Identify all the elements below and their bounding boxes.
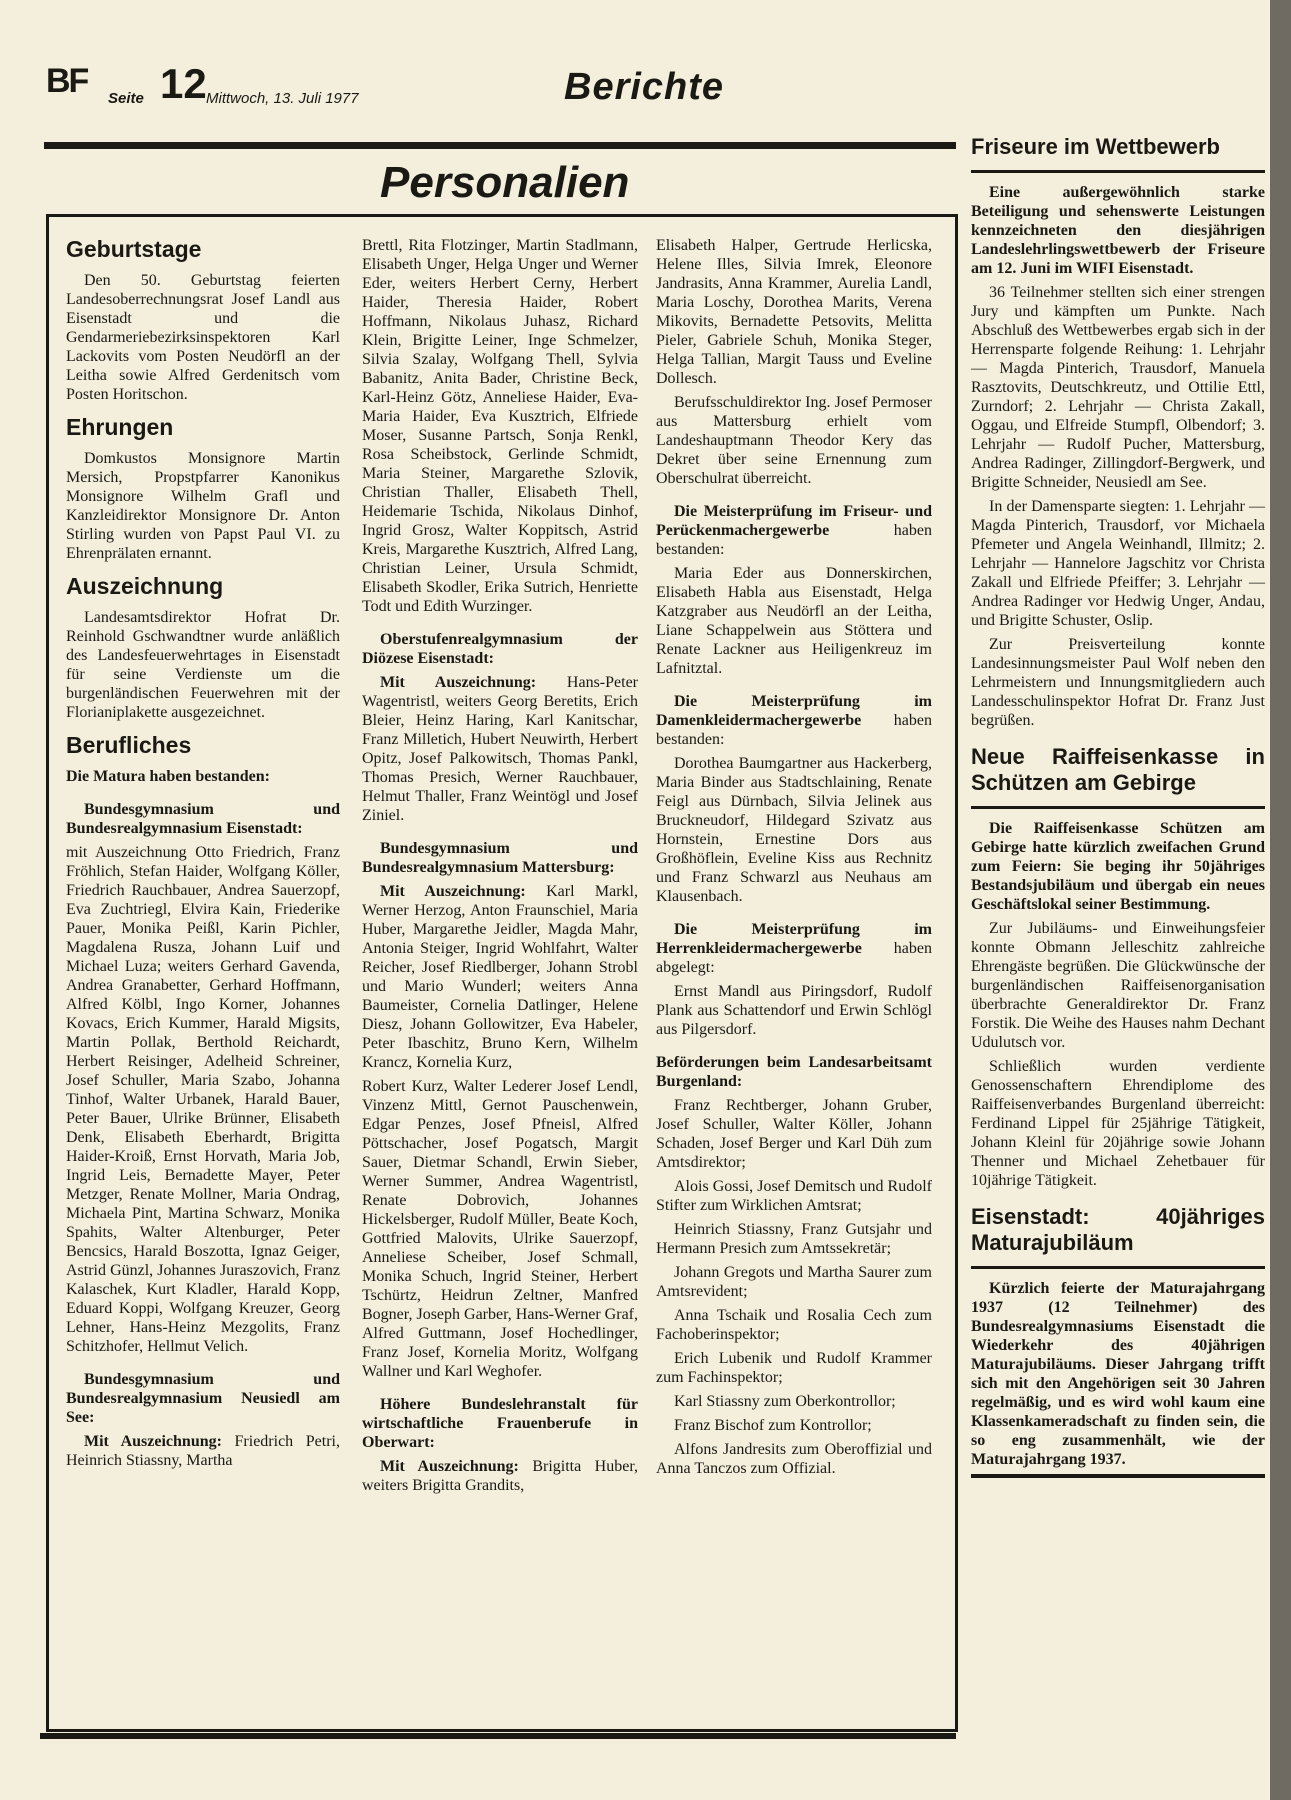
issue-date: Mittwoch, 13. Juli 1977	[206, 90, 359, 107]
page-header	[38, 60, 1268, 120]
page-label: Seite	[108, 90, 144, 107]
herren-exam-heading: Die Meisterprüfung im Herrenkleidermachergewerbe	[656, 921, 932, 957]
heading-geburtstage: Geburtstage	[66, 236, 202, 262]
matura-intro: Die Matura haben bestanden:	[66, 768, 271, 785]
page-number: 12	[160, 60, 207, 107]
promotion-item: Franz Bischof zum Kontrollor;	[674, 1417, 872, 1434]
raiffeisen-lead: Die Raiffeisenkasse Schützen am Gebirge hatte kürzlich zweifachen Grund zum Feiern: Sie beging ihr 50jähriges Bestandsjubiläum und übergab ein neues Geschäftslokal seiner Bestimmung.	[971, 820, 1265, 913]
newspaper-logo: BF	[46, 62, 88, 100]
raiffeisen-title: Neue Raiffeisenkasse in Schützen am Gebirge	[971, 744, 1265, 795]
school-eisenstadt-heading: Bundesgymnasium und Bundesrealgymnasium Eisenstadt:	[66, 801, 340, 837]
column-3	[656, 236, 932, 1483]
damen-exam-heading: Die Meisterprüfung im Damenkleidermachergewerbe	[656, 693, 932, 729]
matura-lead: Kürzlich feierte der Maturajahrgang 1937 (12 Teilnehmer) des Bundesrealgymnasiums Eisenstadt die Wiederkehr des 40jährigen Maturajubiläums. Dieser Jahrgang trifft sich mit den Angehörigen seit 30 Jahren regelmäßig, und es wird wohl kaum eine Klassenkameradschaft zu finden sein, die so eng zusammenhält, wie der Maturajahrgang 1937.	[971, 1280, 1265, 1468]
paragraph-ehrungen: Domkustos Monsignore Martin Mersich, Propstpfarrer Kanonikus Monsignore Wilhelm Grafl und Kanzleidirektor Monsignore Dr. Anton Stirling wurden von Papst Paul VI. zu Ehrenprälaten ernannt.	[66, 450, 340, 562]
promotion-item: Heinrich Stiassny, Franz Gutsjahr und Hermann Presich zum Amtssekretär;	[656, 1221, 932, 1257]
raiffeisen-paragraph: Zur Jubiläums- und Einweihungsfeier konnte Obmann Jelleschitz zahlreiche Ehrengäste begrüßen. Die Glückwünsche der burgenländischen Raiffeisenorganisation überbrachte Generaldirektor Dr. Franz Forstik. Die Weihe des Hauses nahm Dechant Udulutsch vor.	[971, 920, 1265, 1051]
honors-label: Mit Auszeichnung:	[84, 1433, 222, 1450]
honors-names: Hans-Peter Wagentristl, weiters Georg Beretits, Erich Bleier, Heinz Haring, Karl Kanitschar, Franz Milletich, Hubert Neuwirth, Herbert Opitz, Josef Palkowitsch, Thomas Pankl, Thomas Presich, Werner Rauchbauer, Helmut Thaller, Franz Weintögl und Josef Ziniel.	[362, 674, 638, 824]
heading-auszeichnung: Auszeichnung	[66, 573, 224, 599]
herren-exam	[656, 920, 932, 977]
column-1	[66, 234, 340, 1475]
bottom-rule	[40, 1733, 956, 1739]
friseur-exam-names: Maria Eder aus Donnerskirchen, Elisabeth Habla aus Eisenstadt, Helga Katzgraber aus Neudörfl an der Leitha, Liane Schappelwein aus Stöttera und Renate Lackner aus Heiligenkreuz im Lafnitztal.	[656, 565, 932, 677]
school-mattersburg-names	[362, 882, 638, 1072]
friseure-paragraph: In der Damensparte siegten: 1. Lehrjahr — Magda Pinterich, Trausdorf, vor Michaela Pfemeter und Angela Weinhandl, Illmitz; 2. Lehrjahr — Hannelore Jagschitz vor Christa Zakall und Elfriede Pfeiffer; 3. Lehrjahr — Andrea Radinger vor Hedwig Unger, Andau, und Brigitte Schuster, Oslip.	[971, 498, 1265, 629]
herren-exam-names: Ernst Mandl aus Piringsdorf, Rudolf Plank aus Schattendorf und Erwin Schlögl aus Pilgersdorf.	[656, 983, 932, 1038]
top-rule	[44, 142, 956, 149]
sidebar-column	[971, 134, 1265, 1478]
school-eisenstadt-names: mit Auszeichnung Otto Friedrich, Franz Fröhlich, Stefan Haider, Wolfgang Köller, Friedrich Rauchbauer, Andrea Sauerzopf, Eva Zuchtriegl, Elvira Kain, Friederike Pauer, Monika Peißl, Karin Pichler, Magdalena Rusza, Johann Luif und Michael Luza; weiters Gerhard Gavenda, Andrea Granabetter, Gerhard Hoffmann, Alfred Kölbl, Ingo Korner, Johannes Kovacs, Erich Kummer, Harald Migsits, Martin Pollak, Berthold Reichardt, Herbert Reisinger, Adelheid Schreiner, Josef Schuller, Maria Szabo, Johanna Tinhof, Walter Urbanek, Harald Bauer, Peter Bauer, Ulrike Brünner, Elisabeth Denk, Elisabeth Eberhardt, Brigitta Haider-Kroiß, Ernst Horvath, Maria Job, Ingrid Leis, Bernadette Mayer, Peter Metzger, Renate Mollner, Maria Ondrag, Michaela Pint, Martina Schwarz, Monika Spahits, Walter Altenburger, Peter Bencsics, Harald Boszotta, Ignaz Geiger, Astrid Günzl, Johannes Juraszovich, Franz Kalaschek, Kurt Kladler, Harald Kopp, Eduard Koppi, Wolfgang Kreuzer, Georg Lehner, Hans-Heinz Mezgolits, Franz Schitzhofer, Hellmut Velich.	[66, 844, 340, 1355]
matura-title: Eisenstadt: 40jähriges Maturajubiläum	[971, 1204, 1265, 1255]
honors-label: Mit Auszeichnung:	[380, 674, 537, 691]
damen-exam	[656, 692, 932, 749]
neusiedl-names-continued: Brettl, Rita Flotzinger, Martin Stadlmann, Elisabeth Unger, Helga Unger und Werner Eder, weiters Herbert Cerny, Herbert Haider, Theresia Haider, Robert Hoffmann, Nikolaus Juhasz, Richard Klein, Brigitte Leiner, Inge Schmelzer, Silvia Szalay, Wolfgang Thell, Sylvia Babanitz, Anita Bader, Christine Beck, Karl-Heinz Götz, Anneliese Haider, Eva-Maria Haider, Eva Kusztrich, Elfriede Moser, Susanne Partsch, Sonja Renkl, Rosa Scheibstock, Gerlinde Schmidt, Maria Steiner, Margarethe Szlovik, Christian Thaller, Elisabeth Thell, Heidemarie Tschida, Nikolaus Dinhof, Ingrid Grosz, Walter Koppitsch, Astrid Kreis, Margarethe Kusztrich, Alfred Lang, Christian Leiner, Ursula Schmidt, Elisabeth Skodler, Erika Sutrich, Henriette Todt und Edith Wurzinger.	[362, 237, 638, 615]
promotion-item: Franz Rechtberger, Johann Gruber, Josef Schuller, Walter Köller, Johann Schaden, Josef Berger und Karl Düh zum Amtsdirektor;	[656, 1097, 932, 1171]
raiffeisen-rule	[971, 806, 1265, 809]
honors-names: Brigitta Huber, weiters Brigitta Grandits,	[362, 1458, 639, 1494]
promotion-item: Alois Gossi, Josef Demitsch und Rudolf Stifter zum Wirklichen Amtsrat;	[656, 1178, 932, 1214]
damen-exam-tail: haben bestanden:	[656, 712, 932, 748]
school-oberwart-names	[362, 1457, 638, 1495]
heading-ehrungen: Ehrungen	[66, 414, 174, 440]
paragraph-geburtstage: Den 50. Geburtstag feierten Landesoberrechnungsrat Josef Landl aus Eisenstadt und die Gendarmeriebezirksinspektoren Karl Lackovits vom Posten Neudörfl an der Leitha sowie Alfred Gerdenitsch vom Posten Horitschon.	[66, 272, 340, 403]
school-mattersburg-heading: Bundesgymnasium und Bundesrealgymnasium Mattersburg:	[362, 840, 638, 876]
column-2	[362, 236, 638, 1500]
honors-label: Mit Auszeichnung:	[380, 883, 526, 900]
promotion-item: Karl Stiassny zum Oberkontrollor;	[674, 1393, 896, 1410]
school-diozese-heading: Oberstufenrealgymnasium der Diözese Eisenstadt:	[362, 631, 638, 667]
promotion-item: Anna Tschaik und Rosalia Cech zum Fachoberinspektor;	[656, 1307, 932, 1343]
heading-berufliches: Berufliches	[66, 732, 192, 758]
oberwart-names-continued: Elisabeth Halper, Gertrude Herlicska, Helene Illes, Silvia Imrek, Eleonore Jandrasits, Anna Krammer, Aurelia Landl, Maria Loschy, Dorothea Marits, Verena Mikovits, Bernadette Petsovits, Melitta Pieler, Gabriele Schuh, Monika Steger, Helga Tallian, Margit Tauss und Eveline Dollesch.	[656, 237, 932, 387]
promotion-item: Johann Gregots und Martha Saurer zum Amtsrevident;	[656, 1264, 932, 1300]
friseure-paragraph: Zur Preisverteilung konnte Landesinnungsmeister Paul Wolf neben den Lehrmeistern und Innungsmitgliedern auch Landesschulinspektor Hofrat Dr. Franz Just begrüßen.	[971, 636, 1265, 729]
page-edge	[1270, 0, 1291, 1800]
raiffeisen-paragraph: Schließlich wurden verdiente Genossenschaftern Ehrendiplome des Raiffeisenverbandes Burgenland überreicht: Ferdinand Lippel für 25jährige Tätigkeit, Johann Kleinl für 20jährige sowie Johann Thenner und Michael Zehetbauer für 10jährige Tätigkeit.	[971, 1058, 1265, 1189]
section-title: Berichte	[564, 66, 725, 108]
herren-exam-tail: haben abgelegt:	[656, 940, 932, 976]
promotion-item: Erich Lubenik und Rudolf Krammer zum Fachinspektor;	[656, 1350, 932, 1386]
paragraph-auszeichnung: Landesamtsdirektor Hofrat Dr. Reinhold Gschwandtner wurde anläßlich des Landesfeuerwehrtages in Eisenstadt für seine Verdienste um die burgenländischen Feuerwehren mit der Florianiplakette ausgezeichnet.	[66, 609, 340, 721]
matura-rule	[971, 1266, 1265, 1269]
article-title: Personalien	[380, 158, 630, 207]
honors-label: Mit Auszeichnung:	[380, 1458, 519, 1475]
honors-names: Karl Markl, Werner Herzog, Anton Fraunschiel, Maria Huber, Margarethe Jeidler, Magda Mahr, Antonia Steiger, Ingrid Wohlfahrt, Walter Reicher, Josef Riedlberger, Johann Strobl und Mario Wunderl; weiters Anna Baumeister, Cornelia Datlinger, Helene Diesz, Johann Gollowitzer, Eva Habeler, Peter Ibaschitz, Bruno Kern, Wilhelm Krancz, Kornelia Kurz,	[362, 883, 638, 1071]
promotions-heading: Beförderungen beim Landesarbeitsamt Burgenland:	[656, 1054, 932, 1090]
friseur-exam-heading: Die Meisterprüfung im Friseur- und Perückenmachergewerbe	[656, 503, 932, 539]
school-neusiedl-names	[66, 1432, 340, 1470]
friseure-lead: Eine außergewöhnlich starke Beteiligung und sehenswerte Leistungen kennzeichneten den diesjährigen Landeslehrlingswettbewerb der Friseure am 12. Juni im WIFI Eisenstadt.	[971, 184, 1265, 277]
paragraph-permoser: Berufsschuldirektor Ing. Josef Permoser aus Mattersburg erhielt vom Landeshauptmann Theodor Kery das Dekret über seine Ernennung zum Oberschulrat überreicht.	[656, 394, 932, 487]
damen-exam-names: Dorothea Baumgartner aus Hackerberg, Maria Binder aus Stadtschlaining, Renate Feigl aus Dürnbach, Silvia Jelinek aus Bruckneudorf, Hildegard Szivatz aus Hornstein, Ernestine Dors aus Großhöflein, Eveline Kiss aus Rechnitz und Franz Schwarzl aus Neuhaus am Klausenbach.	[656, 755, 932, 905]
school-mattersburg-names-continued: Robert Kurz, Walter Lederer Josef Lendl, Vinzenz Mittl, Gernot Pauschenwein, Edgar Penzes, Josef Pfneisl, Alfred Pöttschacher, Josef Pogatsch, Margit Sauer, Dietmar Schandl, Erwin Sieber, Werner Summer, Andrea Wagentristl, Renate Dobrovich, Johannes Hickelsberger, Rudolf Müller, Beate Koch, Gottfried Malovits, Ulrike Sauerzopf, Anneliese Scheiber, Josef Schmall, Monika Schuch, Ingrid Steiner, Herbert Tschürtz, Heidrun Zeltner, Manfred Bogner, Joseph Garber, Hans-Werner Graf, Alfred Guttmann, Josef Hochedlinger, Franz Josef, Kornelia Moritz, Wolfgang Wallner und Karl Weghofer.	[362, 1078, 638, 1380]
friseure-title: Friseure im Wettbewerb	[971, 134, 1220, 159]
friseur-exam	[656, 502, 932, 559]
promotion-item: Alfons Jandresits zum Oberoffizial und Anna Tanczos zum Offizial.	[656, 1441, 932, 1477]
school-oberwart-heading: Höhere Bundeslehranstalt für wirtschaftliche Frauenberufe in Oberwart:	[362, 1396, 638, 1451]
friseur-exam-tail: haben bestanden:	[656, 522, 932, 558]
friseure-paragraph: 36 Teilnehmer stellten sich einer strengen Jury und kämpften um Punkte. Nach Abschluß des Wettbewerbes ergab sich in der Herrensparte folgende Reihung: 1. Lehrjahr — Magda Pinterich, Trausdorf, Manuela Rasztovits, Deutschkreutz, und Ottilie Ettl, Zurndorf; 2. Lehrjahr — Christa Zakall, Oggau, und Elfreide Stumpfl, Olbendorf; 3. Lehrjahr — Rudolf Pucher, Mattersburg, Andrea Radinger, Zillingdorf-Bergwerk, und Brigitte Schneider, Neusiedl am See.	[971, 284, 1265, 491]
school-diozese-names	[362, 673, 638, 825]
matura-bottom-rule	[971, 1474, 1265, 1478]
friseure-rule	[971, 170, 1265, 173]
honors-names: Friedrich Petri, Heinrich Stiassny, Martha	[66, 1433, 340, 1469]
school-neusiedl-heading: Bundesgymnasium und Bundesrealgymnasium Neusiedl am See:	[66, 1371, 340, 1426]
